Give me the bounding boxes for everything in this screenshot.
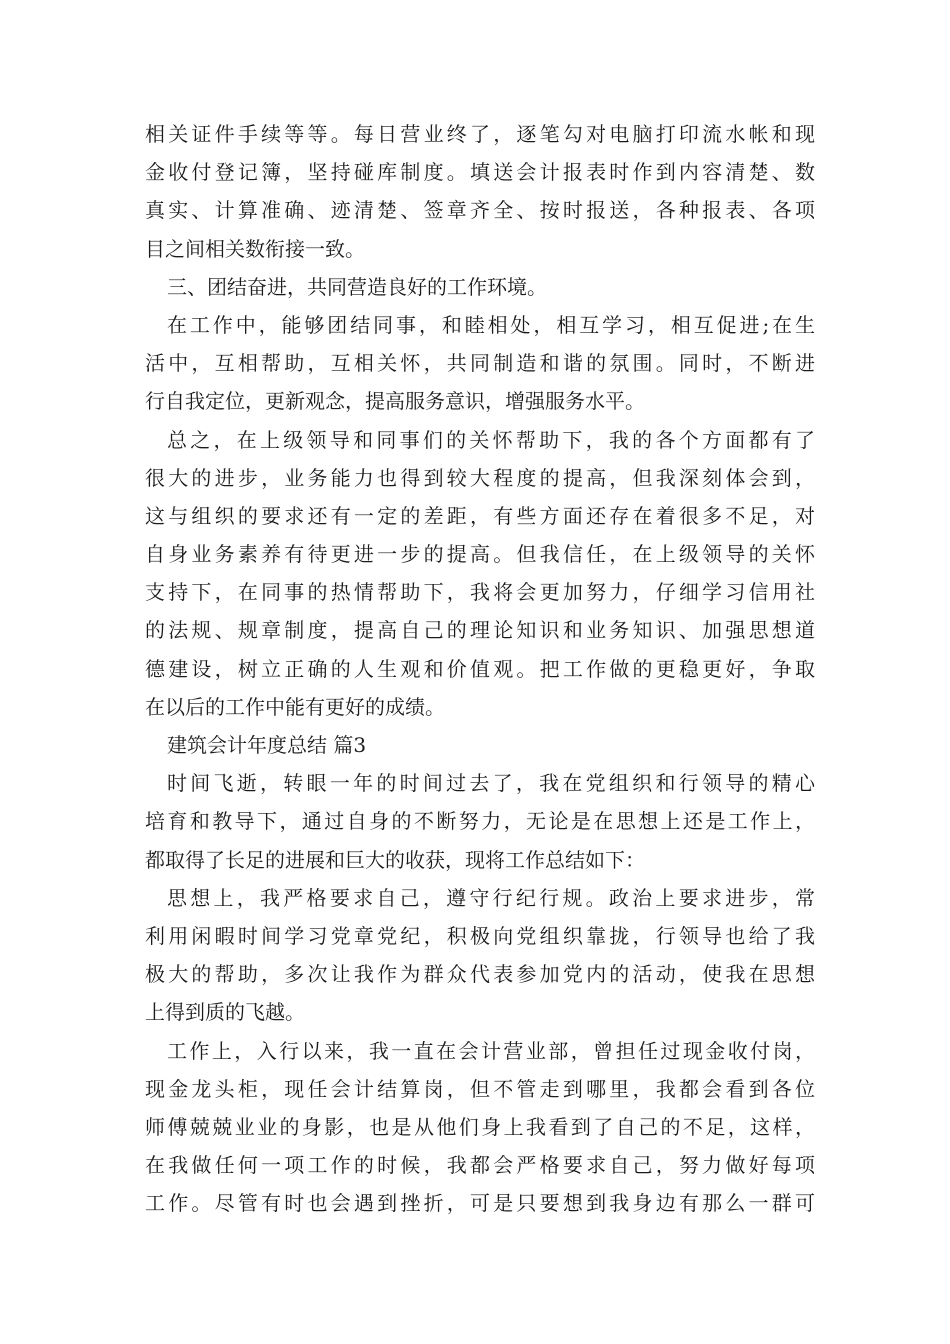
text-line: 都取得了长足的进展和巨大的收获，现将工作总结如下：: [145, 847, 645, 872]
text-line: 真实、计算准确、迹清楚、签章齐全、按时报送，各种报表、各项: [145, 198, 815, 223]
text-line: 这与组织的要求还有一定的差距，有些方面还存在着很多不足，对: [145, 503, 815, 528]
section-heading: 建筑会计年度总结 篇3: [167, 733, 367, 757]
text-line: 相关证件手续等等。每日营业终了，逐笔勾对电脑打印流水帐和现: [145, 122, 815, 146]
text-line: 活中，互相帮助，互相关怀，共同制造和谐的氛围。同时，不断进: [145, 351, 815, 376]
text-line: 很大的进步，业务能力也得到较大程度的提高，但我深刻体会到，: [145, 465, 815, 490]
text-line: 工作。尽管有时也会遇到挫折，可是只要想到我身边有那么一群可: [145, 1191, 815, 1216]
text-line: 培育和教导下，通过自身的不断努力，无论是在思想上还是工作上，: [145, 809, 815, 834]
text-line: 的法规、规章制度，提高自己的理论知识和业务知识、加强思想道: [145, 618, 815, 643]
text-line: 三、团结奋进，共同营造良好的工作环境。: [167, 274, 547, 299]
text-line: 在以后的工作中能有更好的成绩。: [145, 694, 445, 719]
text-line: 工作上，入行以来，我一直在会计营业部，曾担任过现金收付岗，: [167, 1038, 815, 1063]
text-line: 目之间相关数衔接一致。: [145, 236, 365, 261]
text-line: 在我做任何一项工作的时候，我都会严格要求自己，努力做好每项: [145, 1153, 815, 1178]
text-line: 思想上，我严格要求自己，遵守行纪行规。政治上要求进步，常: [167, 885, 815, 910]
text-line: 金收付登记簿，坚持碰库制度。填送会计报表时作到内容清楚、数: [145, 160, 815, 185]
text-line: 利用闲暇时间学习党章党纪，积极向党组织靠拢，行领导也给了我: [145, 923, 815, 948]
text-line: 自身业务素养有待更进一步的提高。但我信任，在上级领导的关怀: [145, 542, 815, 567]
text-line: 支持下，在同事的热情帮助下，我将会更加努力，仔细学习信用社: [145, 580, 815, 605]
text-line: 极大的帮助，多次让我作为群众代表参加党内的活动，使我在思想: [145, 962, 815, 987]
text-line: 现金龙头柜，现任会计结算岗，但不管走到哪里，我都会看到各位: [145, 1076, 815, 1101]
document-body: [145, 115, 815, 1222]
text-line: 德建设，树立正确的人生观和价值观。把工作做的更稳更好，争取: [145, 656, 815, 681]
text-line: 行自我定位，更新观念，提高服务意识，增强服务水平。: [145, 389, 645, 414]
text-line: 总之，在上级领导和同事们的关怀帮助下，我的各个方面都有了: [167, 427, 815, 452]
text-line: 在工作中，能够团结同事，和睦相处，相互学习，相互促进;在生: [167, 312, 815, 337]
text-line: 上得到质的飞越。: [145, 1000, 305, 1025]
text-line: 时间飞逝，转眼一年的时间过去了，我在党组织和行领导的精心: [167, 771, 815, 796]
text-line: 师傅兢兢业业的身影，也是从他们身上我看到了自己的不足，这样，: [145, 1114, 815, 1139]
